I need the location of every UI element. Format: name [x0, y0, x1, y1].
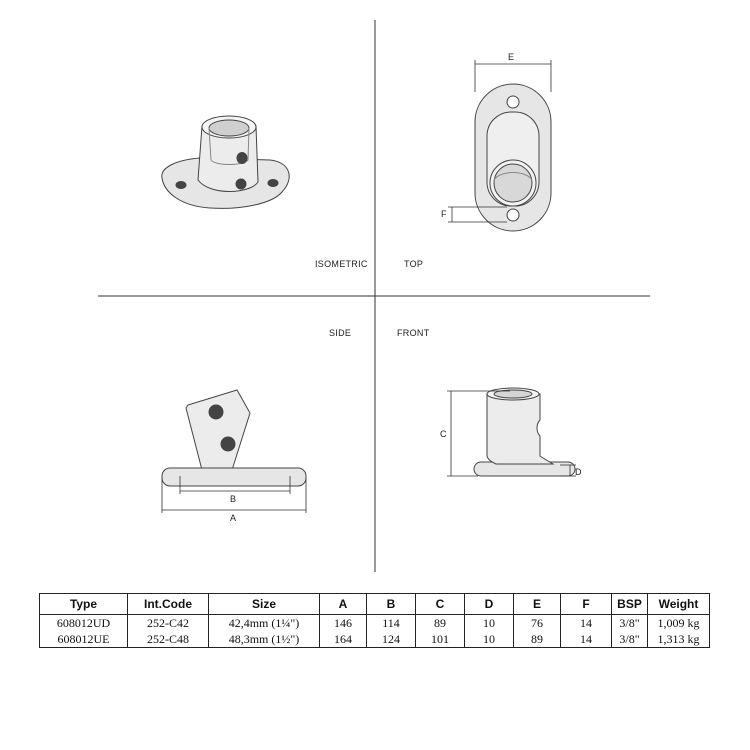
view-label-side: SIDE — [329, 328, 352, 338]
dimension-c-label: C — [440, 429, 447, 439]
column-header: Size — [209, 594, 320, 615]
column-header: A — [320, 594, 367, 615]
column-header: C — [416, 594, 465, 615]
table-cell: 3/8" — [612, 631, 648, 648]
column-header: D — [465, 594, 514, 615]
front-view-drawing — [474, 388, 575, 476]
view-label-isometric: ISOMETRIC — [315, 259, 368, 269]
table-cell: 14 — [561, 615, 612, 632]
table-row — [40, 631, 710, 648]
table-cell: 89 — [416, 615, 465, 632]
column-header: Weight — [648, 594, 710, 615]
side-view-drawing — [162, 390, 306, 486]
view-label-top: TOP — [404, 259, 424, 269]
column-header: F — [561, 594, 612, 615]
table-cell: 124 — [367, 631, 416, 648]
column-header: B — [367, 594, 416, 615]
table-cell: 114 — [367, 615, 416, 632]
top-view-drawing — [475, 84, 551, 231]
column-header: E — [514, 594, 561, 615]
table-header-row — [40, 594, 710, 615]
table-row — [40, 615, 710, 632]
spec-table — [39, 593, 710, 648]
table-cell: 42,4mm (1¼") — [209, 615, 320, 632]
view-label-front: FRONT — [397, 328, 430, 338]
table-cell: 1,313 kg — [648, 631, 710, 648]
table-cell: 10 — [465, 615, 514, 632]
column-header: BSP — [612, 594, 648, 615]
table-cell: 89 — [514, 631, 561, 648]
dimension-e-label: E — [508, 52, 515, 62]
dimension-d-label: D — [575, 467, 582, 477]
column-header: Int.Code — [128, 594, 209, 615]
table-cell: 48,3mm (1½") — [209, 631, 320, 648]
column-header: Type — [40, 594, 128, 615]
table-cell: 14 — [561, 631, 612, 648]
dimension-f-label: F — [441, 209, 447, 219]
table-cell: 101 — [416, 631, 465, 648]
table-cell: 252-C42 — [128, 615, 209, 632]
dimension-b-label: B — [230, 494, 237, 504]
table-cell: 608012UD — [40, 615, 128, 632]
table-cell: 3/8" — [612, 615, 648, 632]
table-cell: 164 — [320, 631, 367, 648]
table-cell: 1,009 kg — [648, 615, 710, 632]
table-cell: 76 — [514, 615, 561, 632]
table-cell: 608012UE — [40, 631, 128, 648]
table-cell: 146 — [320, 615, 367, 632]
isometric-view-drawing — [162, 116, 289, 208]
table-cell: 252-C48 — [128, 631, 209, 648]
dimension-a-label: A — [230, 513, 237, 523]
table-cell: 10 — [465, 631, 514, 648]
